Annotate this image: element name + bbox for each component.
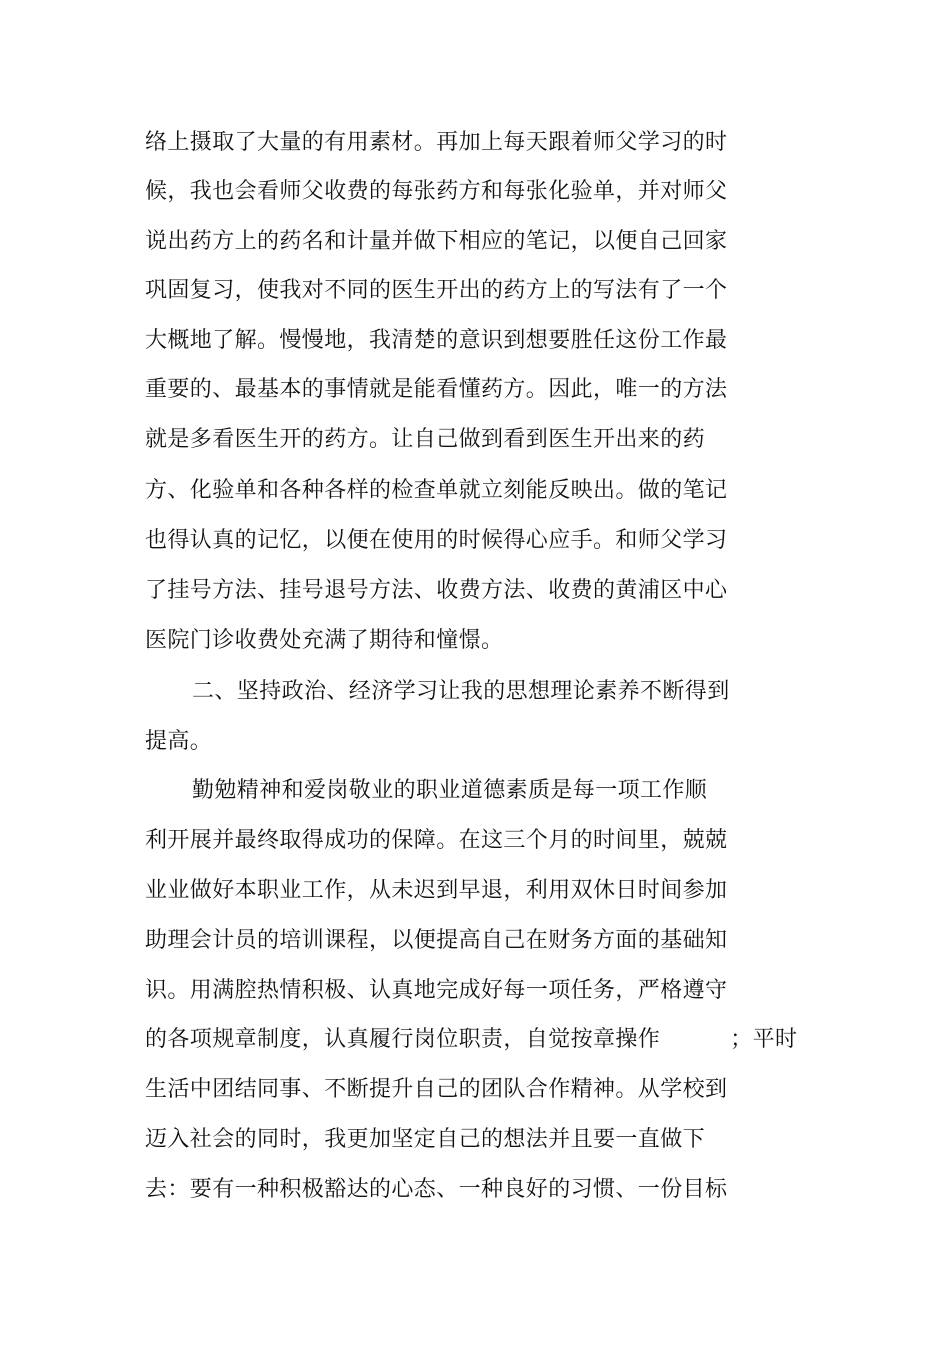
section-heading-line: 二、坚持政治、经济学习让我的思想理论素养不断得到: [192, 679, 730, 704]
text-line: 医院门诊收费处充满了期待和憧憬。: [145, 628, 504, 653]
text-line: 识。用满腔热情积极、认真地完成好每一项任务，严格遵守: [145, 978, 728, 1003]
text-line-segment: 的各项规章制度，认真履行岗位职责，自觉按章操作: [145, 1027, 661, 1052]
text-line: 业业做好本职业工作，从未迟到早退，利用双休日时间参加: [145, 878, 728, 903]
text-line: 助理会计员的培训课程，以便提高自己在财务方面的基础知: [145, 928, 728, 953]
text-line: 说出药方上的药名和计量并做下相应的笔记，以便自己回家: [145, 229, 728, 254]
text-line: 利开展并最终取得成功的保障。在这三个月的时间里，兢兢: [145, 828, 728, 853]
text-line: 去：要有一种积极豁达的心态、一种良好的习惯、一份目标: [145, 1177, 728, 1202]
text-line: 也得认真的记忆，以便在使用的时候得心应手。和师父学习: [145, 528, 728, 553]
text-line: 勤勉精神和爱岗敬业的职业道德素质是每一项工作顺: [192, 778, 708, 803]
text-line: 迈入社会的同时，我更加坚定自己的想法并且要一直做下: [145, 1127, 706, 1152]
text-line: 候，我也会看师父收费的每张药方和每张化验单，并对师父: [145, 179, 728, 204]
text-line-segment: ；平时: [730, 1027, 798, 1052]
text-line: 大概地了解。慢慢地，我清楚的意识到想要胜任这份工作最: [145, 328, 728, 353]
section-heading-line: 提高。: [145, 729, 213, 754]
text-line: 生活中团结同事、不断提升自己的团队合作精神。从学校到: [145, 1077, 728, 1102]
text-line: [145, 1025, 797, 1055]
text-line: 重要的、最基本的事情就是能看懂药方。因此，唯一的方法: [145, 377, 728, 402]
text-line: 方、化验单和各种各样的检查单就立刻能反映出。做的笔记: [145, 478, 728, 503]
text-line: 了挂号方法、挂号退号方法、收费方法、收费的黄浦区中心: [145, 578, 728, 603]
text-line: 巩固复习，使我对不同的医生开出的药方上的写法有了一个: [145, 278, 728, 303]
text-line: 络上摄取了大量的有用素材。再加上每天跟着师父学习的时: [145, 130, 728, 155]
text-line: 就是多看医生开的药方。让自己做到看到医生开出来的药: [145, 427, 706, 452]
